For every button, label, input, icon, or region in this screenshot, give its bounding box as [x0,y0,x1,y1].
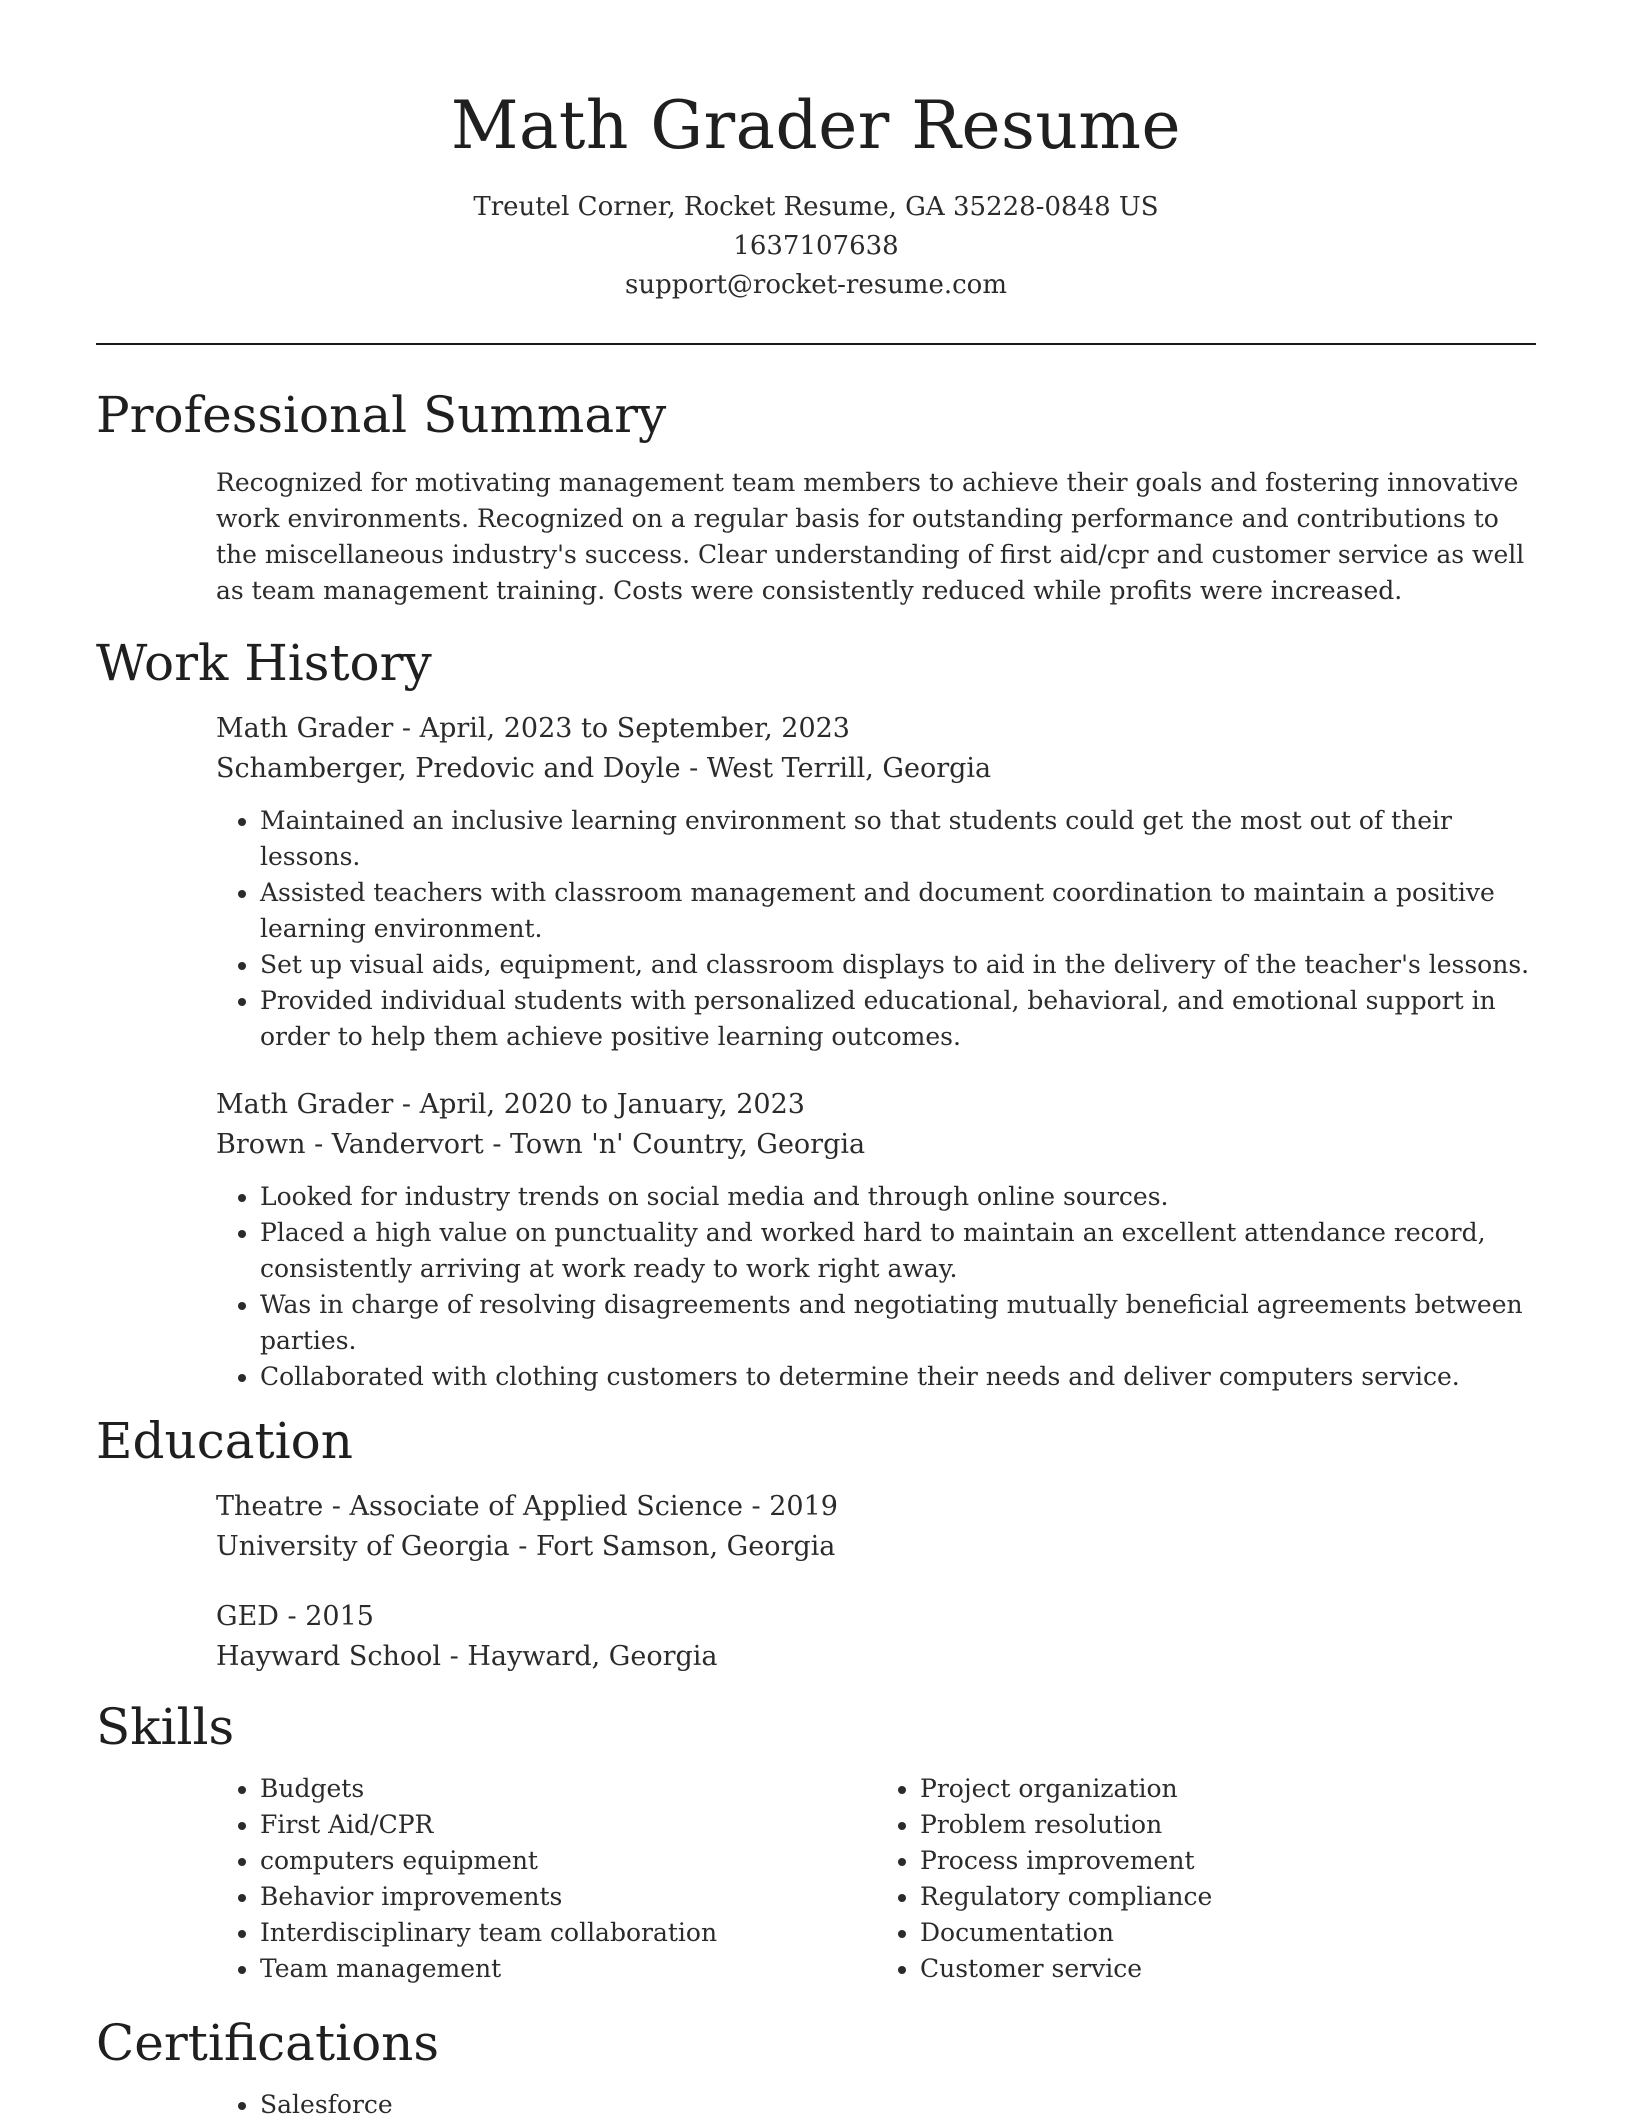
certifications-list [216,2087,910,2123]
skills-list-right [876,1771,1536,1987]
job-duty: • Placed a high value on punctuality and worked hard to maintain an excellent attendance record, consistently arriving at work ready to work right away. [260,1215,1536,1287]
job-duty: • Assisted teachers with classroom management and document coordination to maintain a positive learning environment. [260,875,1536,947]
skills-section [96,1697,1536,1987]
job-duty: • Collaborated with clothing customers to determine their needs and deliver computers service. [260,1359,1536,1395]
certifications-heading: Certifications [96,2014,440,2072]
job-duties-list [216,803,1536,1055]
education-entry [216,1597,1536,1677]
contact-email: support@rocket-resume.com [624,270,1007,300]
contact-block [96,188,1536,305]
job-duty: • Maintained an inclusive learning environment so that students could get the most out of their lessons. [260,803,1536,875]
certification-item: • Salesforce [260,2087,910,2123]
skill-item: • computers equipment [260,1843,876,1879]
skill-item: • First Aid/CPR [260,1807,876,1843]
job-duty: • Set up visual aids, equipment, and classroom displays to aid in the delivery of the teacher's lessons. [260,947,1536,983]
summary-section [96,385,1536,609]
certifications-section [96,2013,1536,2123]
header-divider [96,343,1536,345]
skill-item: • Problem resolution [920,1807,1536,1843]
resume-page [96,0,1536,2123]
skill-item: • Budgets [260,1771,876,1807]
job-duty: • Looked for industry trends on social media and through online sources. [260,1179,1536,1215]
job-employer: Schamberger, Predovic and Doyle - West Terrill, Georgia [216,753,992,784]
skill-item: • Regulatory compliance [920,1879,1536,1915]
job-entry [216,1085,1536,1395]
job-entry [216,709,1536,1055]
work-history-section [96,633,1536,1395]
work-history-heading: Work History [96,634,432,692]
education-entry [216,1487,1536,1567]
skill-item: • Behavior improvements [260,1879,876,1915]
skills-list-left [216,1771,876,1987]
skill-item: • Project organization [920,1771,1536,1807]
summary-heading: Professional Summary [96,386,667,444]
education-degree: Theatre - Associate of Applied Science - 2019 [216,1491,838,1522]
skill-item: • Customer service [920,1951,1536,1987]
education-section [96,1411,1536,1677]
skill-item: • Documentation [920,1915,1536,1951]
job-duty: • Provided individual students with personalized educational, behavioral, and emotional support in order to help them achieve positive learning outcomes. [260,983,1536,1055]
contact-address: Treutel Corner, Rocket Resume, GA 35228-0848 US [473,192,1159,222]
job-duty: • Was in charge of resolving disagreements and negotiating mutually beneficial agreements between parties. [260,1287,1536,1359]
resume-name: Math Grader Resume [450,87,1182,164]
contact-phone: 1637107638 [733,231,899,261]
summary-text: Recognized for motivating management team members to achieve their goals and fostering innovative work environments. Recognized on a regular basis for outstanding performance and contributions to the miscellaneous industry's success. Clear understanding of first aid/cpr and customer service as well as team management training. Costs were consistently reduced while profits were increased. [216,468,1525,605]
job-employer: Brown - Vandervort - Town 'n' Country, Georgia [216,1129,866,1160]
skill-item: • Process improvement [920,1843,1536,1879]
education-school: University of Georgia - Fort Samson, Georgia [216,1531,836,1562]
skill-item: • Team management [260,1951,876,1987]
education-degree: GED - 2015 [216,1601,374,1632]
job-title: Math Grader - April, 2020 to January, 2023 [216,1089,805,1120]
education-school: Hayward School - Hayward, Georgia [216,1641,718,1672]
education-heading: Education [96,1412,353,1470]
skills-heading: Skills [96,1698,235,1756]
skills-columns [216,1771,1536,1987]
job-duties-list [216,1179,1536,1395]
skill-item: • Interdisciplinary team collaboration [260,1915,876,1951]
certifications-columns [216,2087,1536,2123]
job-title: Math Grader - April, 2023 to September, 2023 [216,713,850,744]
